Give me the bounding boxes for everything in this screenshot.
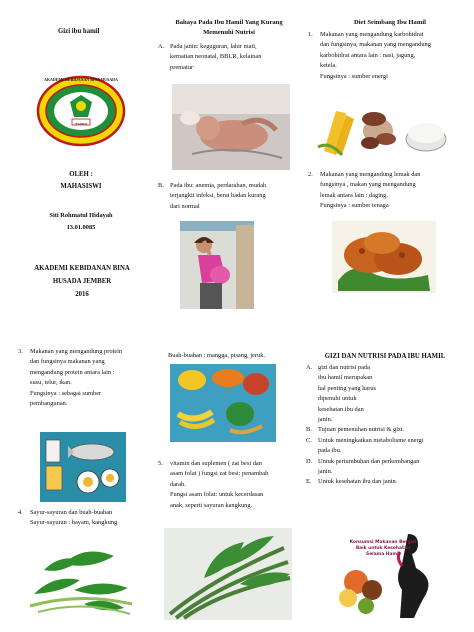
diet-item-3-marker: 3. [18, 348, 23, 355]
diet-item-2 [308, 170, 468, 212]
danger-item-b-line: Pada ibu: anemia, perdarahan, mudah [170, 182, 267, 189]
nutrition-item-a-line: dipenuhi untuk [318, 395, 357, 403]
nutrition-item-a-line: hal penting yang harus [318, 384, 377, 392]
diet-item-4 [18, 508, 158, 529]
institution-line1: AKADEMI KEBIDANAN BINA [34, 265, 130, 272]
col2-title-line1: Bahaya Pada Ibu Hamil Yang Kurang [175, 19, 283, 26]
diet-item-2-function: Fungsinya : sumber tenaga [320, 202, 389, 210]
nutrition-item-a-marker: A. [306, 364, 313, 371]
diet-item-1-marker: 1. [308, 31, 313, 38]
diet-item-4-marker: 4. [18, 509, 23, 516]
fried-chicken-photo [332, 221, 436, 293]
danger-item-a-line: prematur [170, 63, 194, 71]
diet-item-5-function: Fungsi asam folat: untuk kecerdasan [170, 491, 264, 499]
poster-line-3: Selama Hamil [366, 552, 400, 557]
nutrition-list [306, 363, 468, 488]
diet-item-5-line: vitamin dan suplemen ( zat besi dan [170, 460, 262, 467]
diet-item-3-line: mengandung protein antara lain : [30, 368, 115, 376]
diet-item-5-function: anak, seperti sayuran kangkung. [170, 501, 253, 509]
academy-logo [36, 75, 126, 147]
col6-title: GIZI DAN NUTRISI PADA IBU HAMIL [324, 353, 446, 360]
fruit-illustration [170, 364, 276, 442]
danger-item-a-line: Pada janin: keguguran, lahir mati, [170, 43, 257, 50]
nutrition-item-c-line: Untuk meningkatkan metabolisme energi [318, 436, 424, 444]
diet-item-3-function: Fungsinya : sebagai sumber [30, 389, 102, 397]
kangkung-photo [24, 534, 136, 620]
nutrition-item-e-marker: E. [306, 478, 312, 486]
nutrition-item-d-line: janin. [318, 468, 333, 476]
danger-item-a [158, 42, 308, 73]
danger-item-a-marker: A. [158, 43, 165, 50]
carbohydrate-photo [308, 101, 454, 159]
col2-title-line2: Memenuhi Nutrisi [203, 29, 255, 36]
protein-illustration [40, 432, 126, 502]
danger-item-b-line: dari normal [170, 202, 200, 210]
diet-item-5-line: asam folat ) fungsi zat besi: penambah [170, 470, 269, 478]
diet-item-2-line: fungsinya , makan yang mengandung [320, 181, 416, 189]
nutrition-item-b-line: Tujuan pemenuhan nutrisi & gizi. [318, 426, 405, 434]
nutrition-item-b-marker: B. [306, 426, 312, 434]
institution-line2: HUSADA JEMBER [52, 278, 112, 285]
danger-item-b-marker: B. [158, 182, 164, 189]
diet-item-1-function: Fungsinya : sumber energi [320, 72, 388, 80]
diet-item-1-line: dan fungsinya, makanan yang mengandung [320, 41, 431, 49]
diet-item-5 [158, 459, 316, 511]
col1-title: Gizi ibu hamil [58, 28, 100, 35]
nutrition-poster [330, 528, 446, 620]
vegetable-bundle-photo [164, 528, 292, 620]
danger-item-b-line: terjangkit infeksi, berat badan kurang [170, 192, 266, 200]
diet-item-2-marker: 2. [308, 171, 313, 178]
year: 2016 [75, 291, 89, 298]
logo-ring-text: AKADEMI KEBIDANAN BINA HUSADA [44, 77, 118, 82]
nutrition-item-c-line: pada ibu. [318, 447, 342, 455]
author-id: 13.01.0085 [66, 224, 96, 231]
diet-item-4-line: Sayur-sayuran : bayam, kangkung [30, 519, 118, 527]
pregnant-woman-photo [180, 221, 254, 309]
logo-bottom-text: JEMBER [74, 122, 88, 126]
diet-item-1-line: ketela. [320, 62, 337, 70]
col3-title: Diet Seimbang Ibu Hamil [354, 19, 426, 26]
diet-item-3-line: dan fungsinya makanan yang [30, 358, 105, 366]
nutrition-item-d-line: Untuk pertumbuhan dan perkembangan [318, 457, 420, 465]
by-label: OLEH : [69, 171, 93, 178]
diet-item-3-function: pembangunan. [30, 400, 68, 408]
nutrition-item-e-line: Untuk kesehatan ibu dan janin. [318, 478, 398, 486]
diet-item-3 [18, 347, 158, 409]
diet-item-5-line: darah. [170, 480, 186, 488]
diet-item-3-line: susu, telur, ikan. [30, 379, 72, 387]
nutrition-item-a-line: kesehatan ibu dan [318, 405, 364, 413]
diet-item-4-line: Sayur-sayuran dan buah-buahan [30, 509, 113, 516]
diet-item-2-line: lemak antara lain : daging. [320, 191, 388, 199]
danger-item-b [158, 181, 308, 212]
diet-item-5-marker: 5. [158, 460, 163, 467]
danger-item-a-line: kematian neonatal, BBLR, kelainan [170, 53, 262, 61]
diet-item-2-line: Makanan yang mengandung lemak dan [320, 171, 421, 178]
diet-item-3-line: Makanan yang mengandung protein [30, 348, 123, 355]
fruit-line: Buah-buahan : mangga, pisang, jeruk. [168, 352, 266, 359]
nutrition-item-d-marker: D. [306, 457, 313, 465]
author-name: Siti Rohmatul Hidayah [49, 212, 113, 219]
poster-line-1: Konsumsi Makanan Bergizi [349, 540, 417, 545]
nutrition-item-c-marker: C. [306, 436, 312, 444]
by-value: MAHASISWI [60, 183, 102, 190]
poster-line-2: Baik untuk Kesehatan [355, 546, 411, 551]
nutrition-item-a-line: ibu hamil merupakan [318, 374, 373, 382]
diet-item-1-line: Makanan yang mengandung karbohidrat [320, 31, 424, 38]
diet-item-1-line: karbohidrat antara lain : nasi, jagung, [320, 51, 416, 59]
diet-item-1 [308, 30, 468, 82]
nutrition-item-a-line: gizi dan nutrisi pada [318, 364, 370, 371]
nutrition-item-a-line: janin. [318, 416, 333, 424]
premature-baby-photo [172, 84, 290, 170]
